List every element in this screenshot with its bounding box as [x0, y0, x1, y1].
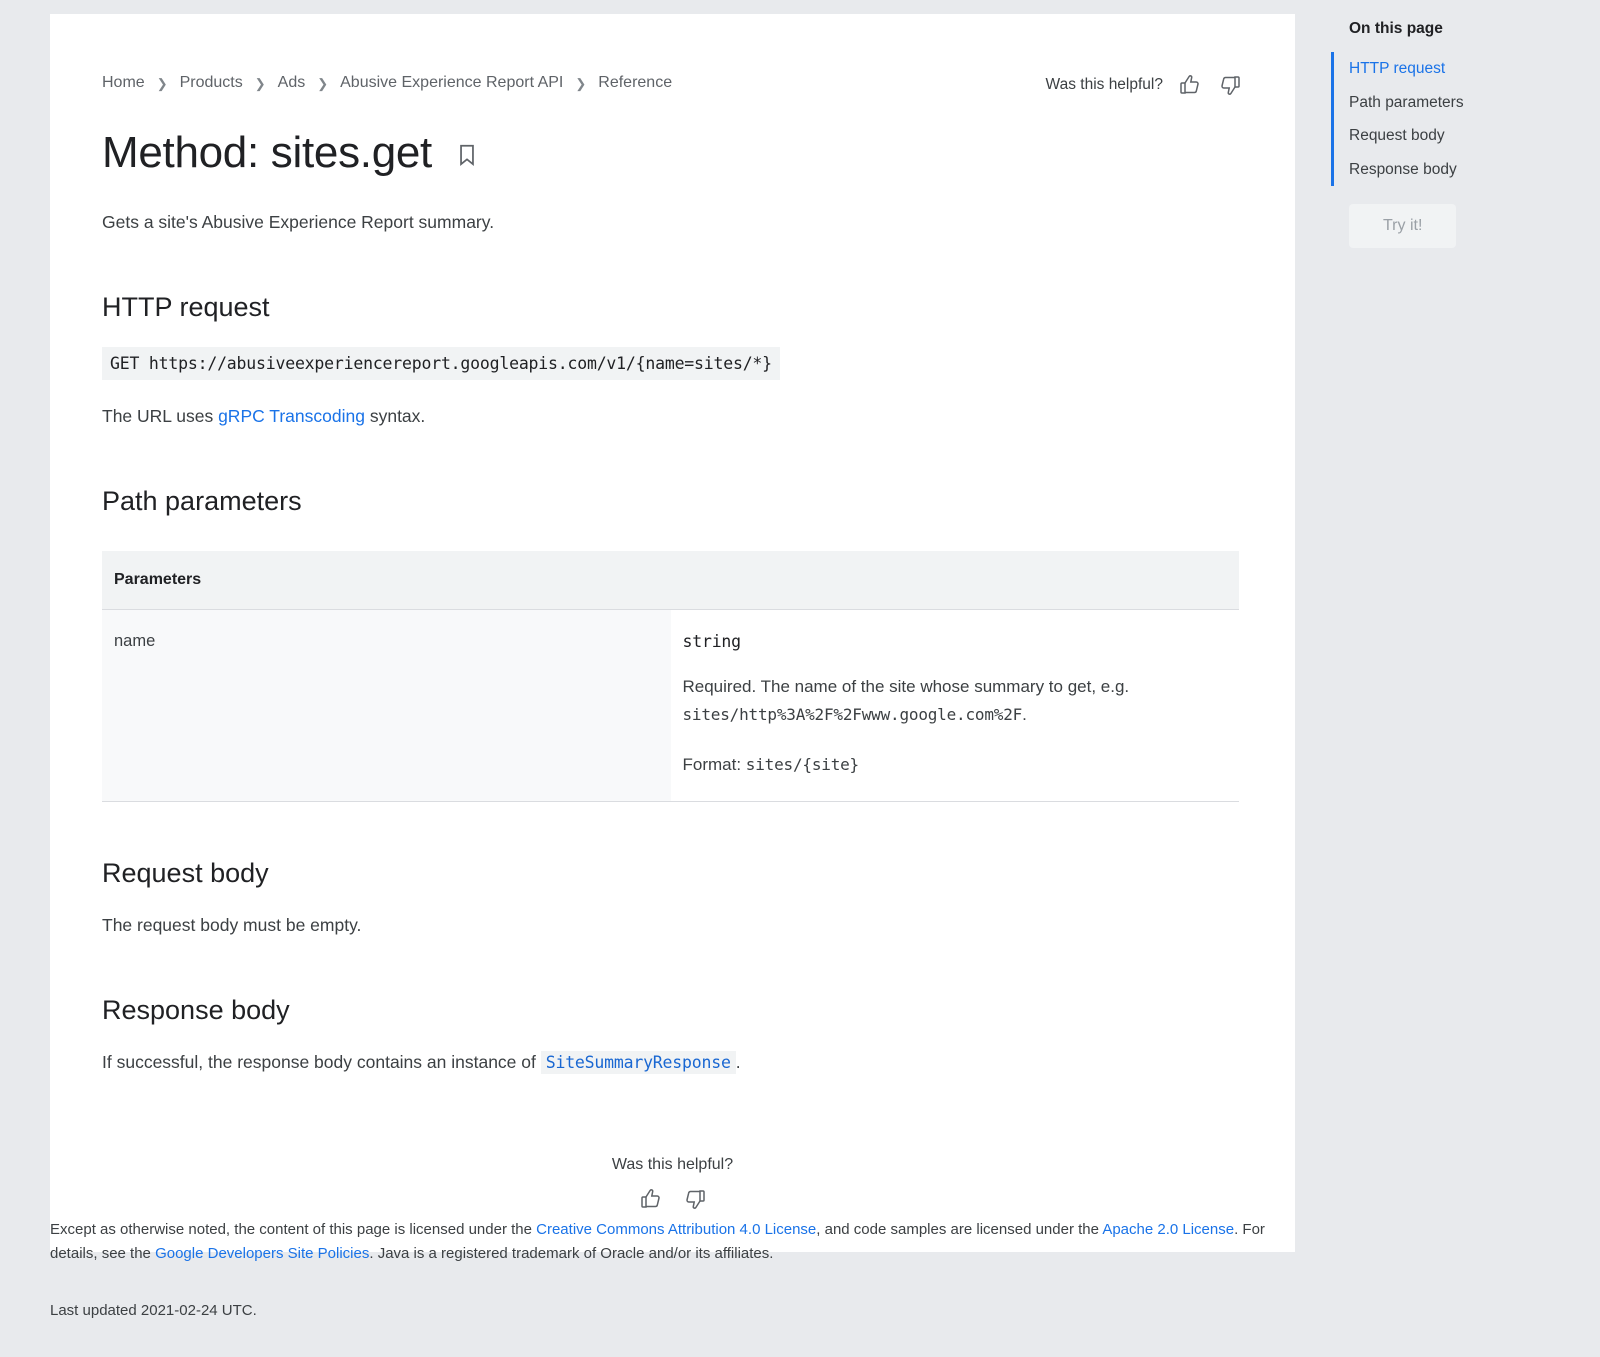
rail-list: [1331, 52, 1541, 186]
site-summary-response-link[interactable]: SiteSummaryResponse: [541, 1051, 736, 1074]
creative-commons-link[interactable]: Creative Commons Attribution 4.0 License: [536, 1221, 817, 1238]
breadcrumb-item-home[interactable]: Home: [102, 74, 145, 91]
param-format: [683, 755, 1228, 775]
section-heading-path-parameters: Path parameters: [102, 486, 302, 516]
feedback-top-label: Was this helpful?: [1045, 76, 1163, 93]
rail-item-request-body[interactable]: Request body: [1349, 127, 1445, 144]
request-body-text: The request body must be empty.: [102, 915, 362, 936]
response-body-text: [102, 1048, 1243, 1076]
param-description-suffix: .: [1022, 705, 1027, 725]
on-this-page-rail: [1331, 14, 1541, 248]
last-updated: Last updated 2021-02-24 UTC.: [50, 1301, 257, 1319]
param-type: string: [682, 632, 741, 651]
footer-line2-part1: . For details, see the: [50, 1221, 1265, 1263]
breadcrumb-item-reference[interactable]: Reference: [598, 74, 673, 91]
page-intro: Gets a site's Abusive Experience Report summary.: [102, 212, 495, 232]
breadcrumb-item-products[interactable]: Products: [179, 74, 243, 91]
thumb-up-icon[interactable]: [1177, 72, 1203, 98]
footer: [50, 1218, 1300, 1323]
footer-line2-part2: . Java is a registered trademark of Oracle and/or its affiliates.: [369, 1245, 774, 1263]
param-description: [683, 673, 1203, 729]
header-row: [102, 74, 1243, 98]
rail-title: On this page: [1349, 20, 1443, 37]
grpc-transcoding-link[interactable]: gRPC Transcoding: [218, 406, 365, 426]
section-heading-response-body: Response body: [102, 995, 290, 1026]
footer-line1-part2: , and code samples are licensed under the: [816, 1221, 1103, 1238]
grpc-note-suffix: syntax.: [364, 406, 426, 426]
thumb-up-icon[interactable]: [638, 1186, 664, 1212]
try-it-button[interactable]: Try it!: [1349, 204, 1456, 248]
footer-line1-part1: Except as otherwise noted, the content of this page is licensed under the: [50, 1221, 537, 1238]
param-description-code: sites/http%3A%2F%2Fwww.google.com%2F: [682, 705, 1023, 725]
response-body-prefix: If successful, the response body contains an instance of: [102, 1052, 541, 1073]
table-header-row: [102, 551, 1239, 610]
grpc-transcoding-note: [102, 402, 1243, 430]
breadcrumb-item-abusive-experience-report-api[interactable]: Abusive Experience Report API: [340, 74, 564, 91]
table-header-parameters: Parameters: [102, 551, 1239, 610]
section-heading-request-body: Request body: [102, 858, 269, 889]
section-heading-http-request: HTTP request: [102, 292, 270, 322]
apache-license-link[interactable]: Apache 2.0 License: [1102, 1221, 1235, 1238]
table-row: [102, 610, 1239, 802]
param-format-code: sites/{site}: [745, 755, 859, 775]
content-card: [50, 14, 1295, 1252]
http-request-code: GET https://abusiveexperiencereport.googleapis.com/v1/{name=sites/*}: [102, 347, 780, 380]
grpc-note-prefix: The URL uses: [102, 406, 219, 426]
feedback-bottom: [102, 1156, 1243, 1212]
rail-item-response-body[interactable]: Response body: [1349, 160, 1457, 178]
breadcrumb-separator-icon: ❯: [575, 75, 587, 91]
thumb-down-icon[interactable]: [1217, 72, 1243, 98]
breadcrumb-separator-icon: ❯: [254, 75, 266, 91]
site-policies-link[interactable]: Google Developers Site Policies: [155, 1245, 370, 1263]
path-parameters-table: [102, 551, 1239, 802]
page-title: [102, 128, 1243, 178]
page-title-text: Method: sites.get: [102, 128, 432, 177]
breadcrumb-separator-icon: ❯: [317, 75, 329, 91]
feedback-bottom-thumbs: [102, 1186, 1243, 1212]
feedback-bottom-label: Was this helpful?: [611, 1156, 734, 1174]
param-format-label: Format:: [682, 755, 746, 775]
breadcrumb-separator-icon: ❯: [156, 75, 168, 91]
bookmark-icon[interactable]: [454, 142, 480, 168]
rail-item-path-parameters[interactable]: Path parameters: [1349, 93, 1464, 111]
param-description-cell: [671, 610, 1240, 802]
feedback-top: [1046, 72, 1243, 98]
footer-license-text: [50, 1218, 1300, 1267]
breadcrumb: [102, 74, 672, 92]
breadcrumb-item-ads[interactable]: Ads: [277, 74, 306, 91]
response-body-suffix: .: [735, 1052, 741, 1073]
param-description-prefix: Required. The name of the site whose summary to get, e.g.: [682, 677, 1130, 696]
rail-item-http-request[interactable]: HTTP request: [1349, 60, 1446, 77]
thumb-down-icon[interactable]: [682, 1186, 708, 1212]
param-name-cell: name: [102, 610, 671, 802]
